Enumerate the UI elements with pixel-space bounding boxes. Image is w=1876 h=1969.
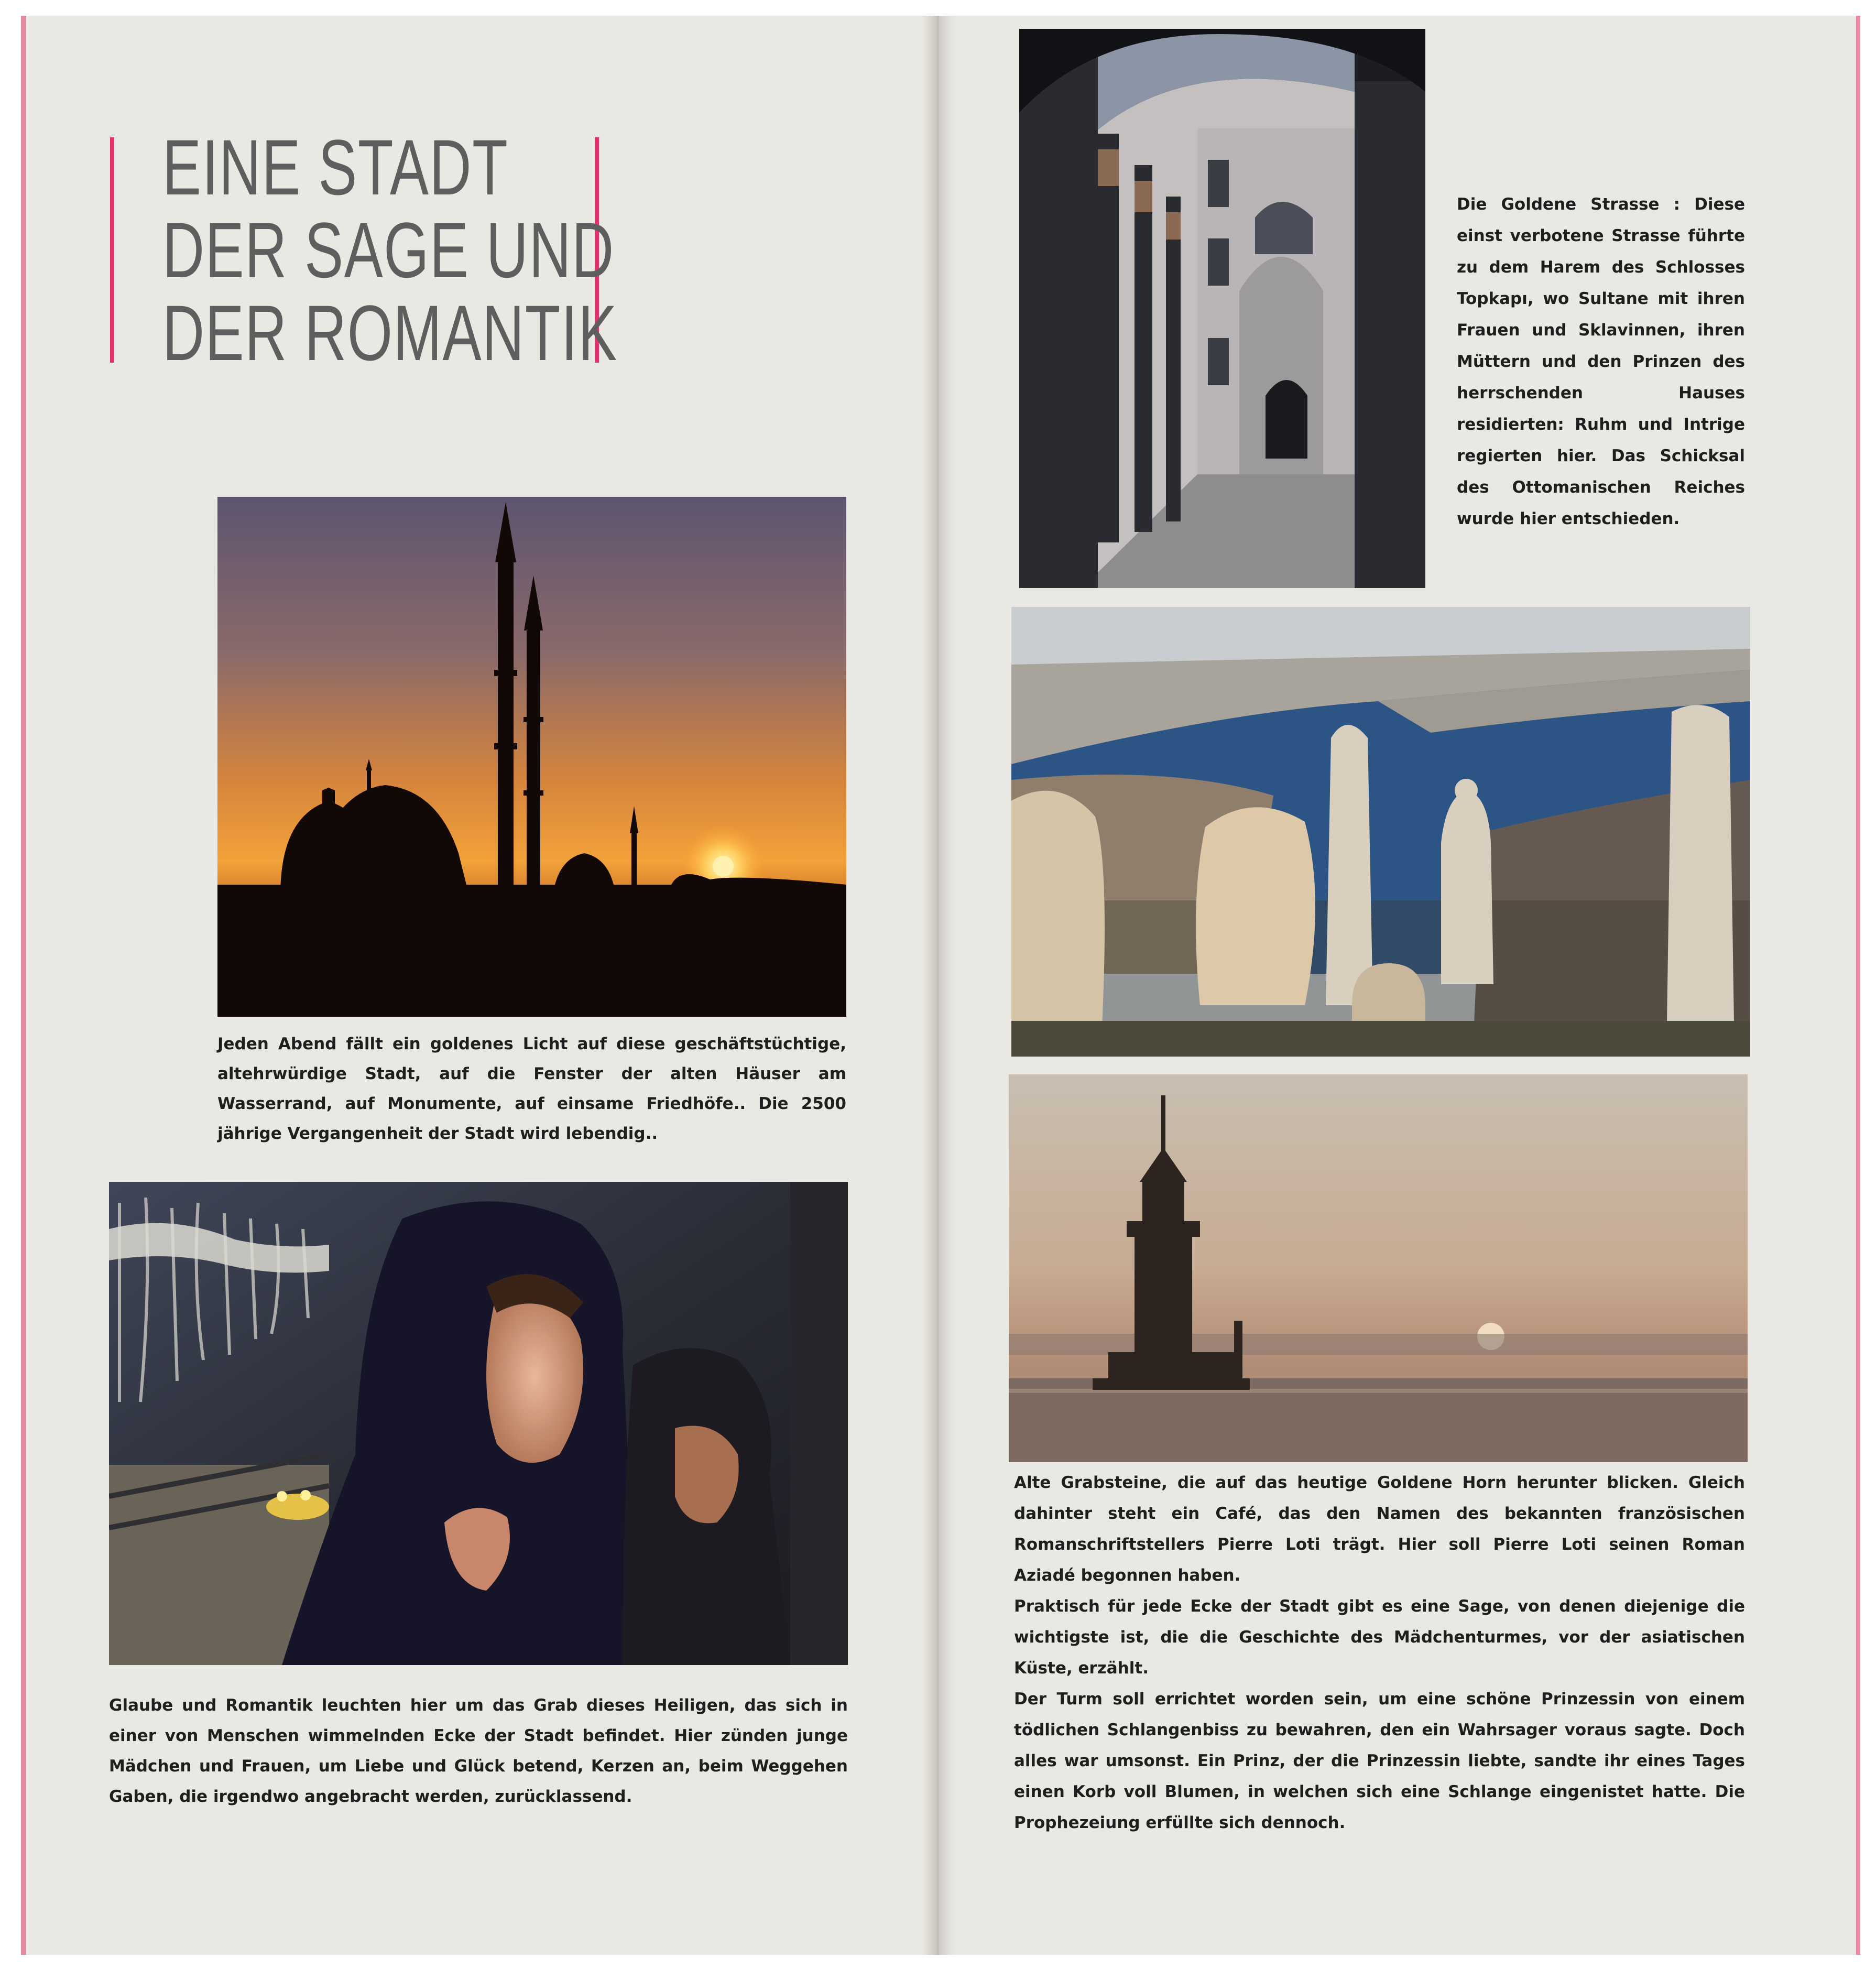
title-line-3: DER ROMANTIK bbox=[162, 289, 618, 377]
title-line-2: DER SAGE UND bbox=[162, 206, 615, 294]
women-praying-photo bbox=[109, 1182, 848, 1665]
title-left-bar bbox=[110, 137, 114, 363]
women-caption bbox=[109, 1690, 848, 1812]
golden-horn-photo bbox=[1011, 607, 1750, 1057]
sunset-caption bbox=[217, 1029, 846, 1149]
street-caption-text: Die Goldene Strasse : Diese einst verbotene Strasse führte zu dem Harem des Schlosses Topkapı, wo Sultane mit ihren Frauen und Sklavinnen, ihren Müttern und den Prinzen des herrschenden Hauses residierten: Ruhm und Intrige regierten hier. Das Schicksal des Ottomanischen Reiches wurde hier entschieden. bbox=[1457, 195, 1745, 528]
bottom-paragraph-1: Alte Grabsteine, die auf das heutige Goldene Horn herunter blicken. Gleich dahinter steht ein Café, das den Namen des bekannten französischen Romanschriftstellers Pierre Loti trägt. Hier soll Pierre Loti seinen Roman Aziadé begonnen haben. bbox=[1014, 1473, 1745, 1585]
bottom-paragraph-2: Praktisch für jede Ecke der Stadt gibt es eine Sage, von denen diejenige die wichtigste ist, die die Geschichte des Mädchenturmes, vor der asiatischen Küste, erzählt. bbox=[1014, 1597, 1745, 1678]
book-gutter bbox=[922, 16, 954, 1955]
mosque-sunset-photo bbox=[217, 497, 846, 1017]
title-line-1: EINE STADT bbox=[162, 123, 509, 211]
bottom-paragraph-3: Der Turm soll errichtet worden sein, um eine schöne Prinzessin von einem tödlichen Schlangenbiss zu bewahren, den ein Wahrsager voraus sagte. Doch alles war umsonst. Ein Prinz, der die Prinzessin liebte, sandte ihr eines Tages einen Korb voll Blumen, in welchen sich eine Schlange eingenistet hatte. Die Prophezeiung erfüllte sich dennoch. bbox=[1014, 1690, 1745, 1832]
page-title bbox=[162, 123, 618, 377]
sunset-caption-text: Jeden Abend fällt ein goldenes Licht auf diese geschäftstüchtige, altehrwürdige Stadt, auf die Fenster der alten Häuser am Wasserrand, auf Monumente, auf einsame Friedhöfe.. Die 2500 jährige Vergangenheit der Stadt wird lebendig.. bbox=[217, 1035, 846, 1143]
maidens-tower-photo bbox=[1009, 1074, 1748, 1462]
golden-street-photo bbox=[1019, 29, 1425, 588]
street-caption bbox=[1457, 189, 1745, 535]
women-caption-text: Glaube und Romantik leuchten hier um das Grab dieses Heiligen, das sich in einer von Menschen wimmelnden Ecke der Stadt befindet. Hier zünden junge Mädchen und Frauen, um Liebe und Glück betend, Kerzen an, beim Weggehen Gaben, die irgendwo angebracht werden, zurücklassend. bbox=[109, 1696, 848, 1806]
bottom-caption bbox=[1014, 1467, 1745, 1839]
